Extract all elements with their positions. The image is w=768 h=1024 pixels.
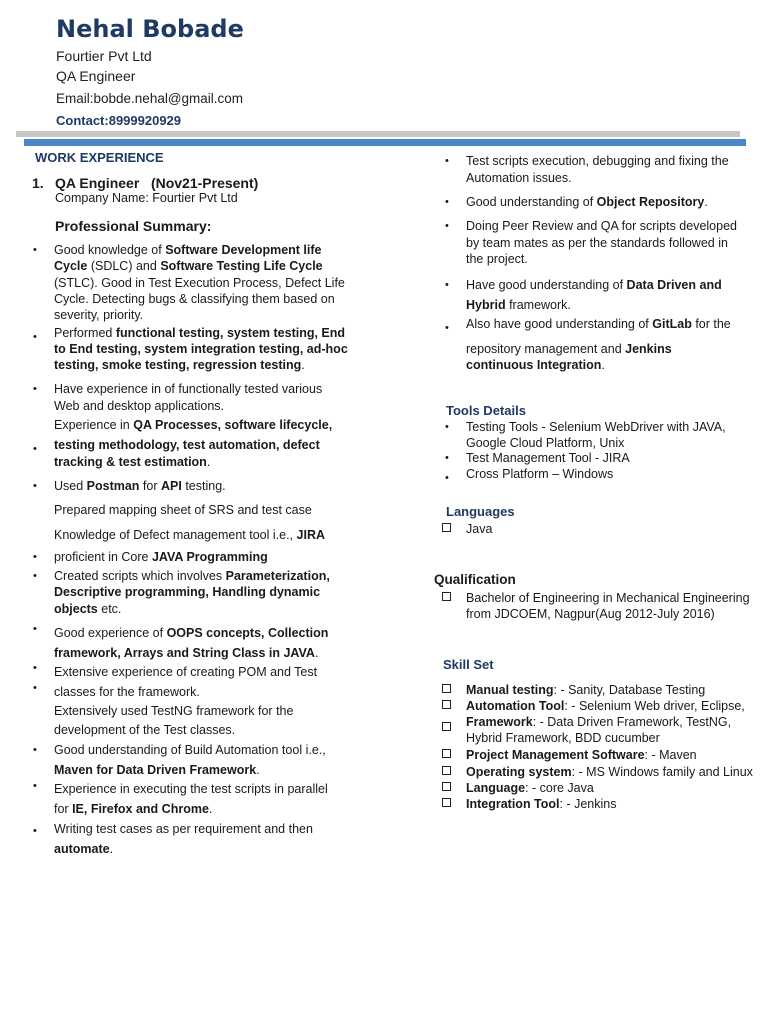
header-role: QA Engineer — [56, 68, 136, 84]
bullet-icon: • — [33, 825, 37, 837]
summary-line: • testing methodology, test automation, defect — [33, 438, 320, 455]
summary-line: • Doing Peer Review and QA for scripts developed — [445, 219, 737, 233]
bullet-icon: • — [33, 551, 37, 563]
summary-line: objects etc. — [54, 602, 122, 616]
checkbox-icon — [442, 592, 451, 601]
qualification-line: Bachelor of Engineering in Mechanical Engineering — [466, 590, 766, 606]
work-experience-heading: WORK EXPERIENCE — [35, 150, 164, 165]
summary-line: • classes for the framework. — [33, 682, 200, 699]
summary-line: (STLC). Good in Test Execution Process, Defect Life — [54, 276, 345, 290]
summary-line: automate. — [54, 842, 114, 856]
summary-line: continuous Integration. — [466, 358, 605, 372]
bullet-icon: • — [445, 279, 449, 291]
skill-item: Framework: - Data Driven Framework, TestNG, — [466, 714, 766, 730]
professional-summary-heading: Professional Summary: — [55, 218, 212, 234]
qualification-line: from JDCOEM, Nagpur(Aug 2012-July 2016) — [466, 607, 715, 621]
summary-line: • Used Postman for API testing. — [33, 479, 226, 493]
bullet-icon: • — [33, 744, 37, 756]
skill-set-heading: Skill Set — [443, 657, 494, 672]
tools-details-heading: Tools Details — [446, 403, 526, 418]
summary-line: • Performed functional testing, system testing, End — [33, 326, 346, 343]
summary-line: tracking & test estimation. — [54, 455, 211, 469]
summary-line: by team mates as per the standards followed in — [466, 236, 728, 250]
checkbox-icon — [442, 684, 451, 693]
divider-gray — [16, 131, 740, 137]
bullet-icon: • — [33, 623, 37, 635]
languages-heading: Languages — [446, 504, 515, 519]
bullet-icon: • — [33, 331, 37, 343]
checkbox-icon — [442, 798, 451, 807]
summary-line: Hybrid framework. — [466, 298, 571, 312]
summary-line: development of the Test classes. — [54, 723, 236, 737]
bullet-icon: • — [445, 220, 449, 232]
summary-line: Automation issues. — [466, 171, 572, 185]
bullet-icon: • — [33, 662, 37, 674]
summary-line: Web and desktop applications. — [54, 399, 225, 413]
bullet-icon: • — [33, 682, 37, 694]
summary-line: • Good experience of OOPS concepts, Collection — [33, 623, 329, 640]
bullet-icon: • — [445, 322, 449, 334]
divider-blue — [24, 139, 746, 146]
tools-item: • Testing Tools - Selenium WebDriver with JAVA, — [445, 420, 726, 434]
summary-line: • Test scripts execution, debugging and fixing the — [445, 154, 729, 168]
skill-item: Project Management Software: - Maven — [466, 747, 766, 763]
candidate-name: Nehal Bobade — [56, 15, 244, 43]
skill-item: Hybrid Framework, BDD cucumber — [466, 731, 660, 745]
summary-line: Extensively used TestNG framework for the — [54, 704, 294, 718]
summary-line: repository management and Jenkins — [466, 342, 672, 356]
header-company: Fourtier Pvt Ltd — [56, 48, 152, 64]
company-name-line: Company Name: Fourtier Pvt Ltd — [55, 191, 238, 205]
skill-item: Manual testing: - Sanity, Database Testing — [466, 682, 766, 698]
skill-item: Integration Tool: - Jenkins — [466, 796, 766, 812]
qualification-heading: Qualification — [434, 572, 516, 587]
checkbox-icon — [442, 749, 451, 758]
summary-line: • Extensive experience of creating POM and Test — [33, 662, 318, 679]
header-contact: Contact:8999920929 — [56, 113, 182, 128]
summary-line: • Have experience in of functionally tested various — [33, 382, 323, 396]
job-title: QA Engineer (Nov21-Present) — [55, 175, 259, 191]
bullet-icon: • — [445, 196, 449, 208]
summary-line: • Good understanding of Build Automation tool i.e., — [33, 743, 326, 757]
summary-line: Cycle (SDLC) and Software Testing Life Cycle — [54, 259, 323, 273]
bullet-icon: • — [33, 480, 37, 492]
summary-line: • Good knowledge of Software Development life — [33, 243, 322, 257]
bullet-icon: • — [33, 383, 37, 395]
bullet-icon: • — [33, 443, 37, 455]
summary-line: • Have good understanding of Data Driven and — [445, 278, 722, 292]
tools-item: • Test Management Tool - JIRA — [445, 451, 630, 465]
summary-line: • proficient in Core JAVA Programming — [33, 550, 268, 564]
summary-line: Experience in QA Processes, software lifecycle, — [54, 418, 333, 432]
summary-line: Prepared mapping sheet of SRS and test case — [54, 503, 312, 517]
summary-line: testing, smoke testing, regression testing. — [54, 358, 305, 372]
summary-line: to End testing, system integration testing, ad-hoc — [54, 342, 348, 356]
job-number: 1. — [32, 175, 44, 191]
summary-line: Cycle. Detecting bugs & classifying them based on — [54, 292, 335, 306]
summary-line: • Also have good understanding of GitLab for the — [445, 317, 731, 334]
checkbox-icon — [442, 766, 451, 775]
summary-line: the project. — [466, 252, 528, 266]
summary-line: severity, priority. — [54, 308, 144, 322]
summary-line: • Experience in executing the test scripts in parallel — [33, 780, 328, 796]
summary-line: Maven for Data Driven Framework. — [54, 763, 260, 777]
languages-item: Java — [466, 521, 756, 537]
tools-item: Google Cloud Platform, Unix — [466, 436, 625, 450]
checkbox-icon — [442, 782, 451, 791]
summary-line: • Created scripts which involves Parameterization, — [33, 569, 330, 583]
skill-item: Operating system: - MS Windows family and Linux — [466, 764, 766, 780]
summary-line: Descriptive programming, Handling dynamic — [54, 585, 321, 599]
bullet-icon: • — [445, 155, 449, 167]
checkbox-icon — [442, 700, 451, 709]
summary-line: • Writing test cases as per requirement and then — [33, 822, 313, 837]
header-email: Email:bobde.nehal@gmail.com — [56, 91, 244, 106]
bullet-icon: • — [33, 244, 37, 256]
skill-item: Language: - core Java — [466, 780, 766, 796]
summary-line: Knowledge of Defect management tool i.e., JIRA — [54, 528, 325, 542]
tools-item: • Cross Platform – Windows — [445, 467, 614, 484]
checkbox-icon — [442, 523, 451, 532]
skill-item: Automation Tool: - Selenium Web driver, Eclipse, — [466, 698, 766, 714]
summary-line: framework, Arrays and String Class in JAVA. — [54, 646, 319, 660]
checkbox-icon — [442, 722, 451, 731]
bullet-icon: • — [33, 570, 37, 582]
summary-line: • Good understanding of Object Repository. — [445, 195, 708, 209]
summary-line: for IE, Firefox and Chrome. — [54, 802, 213, 816]
bullet-icon: • — [33, 780, 37, 792]
